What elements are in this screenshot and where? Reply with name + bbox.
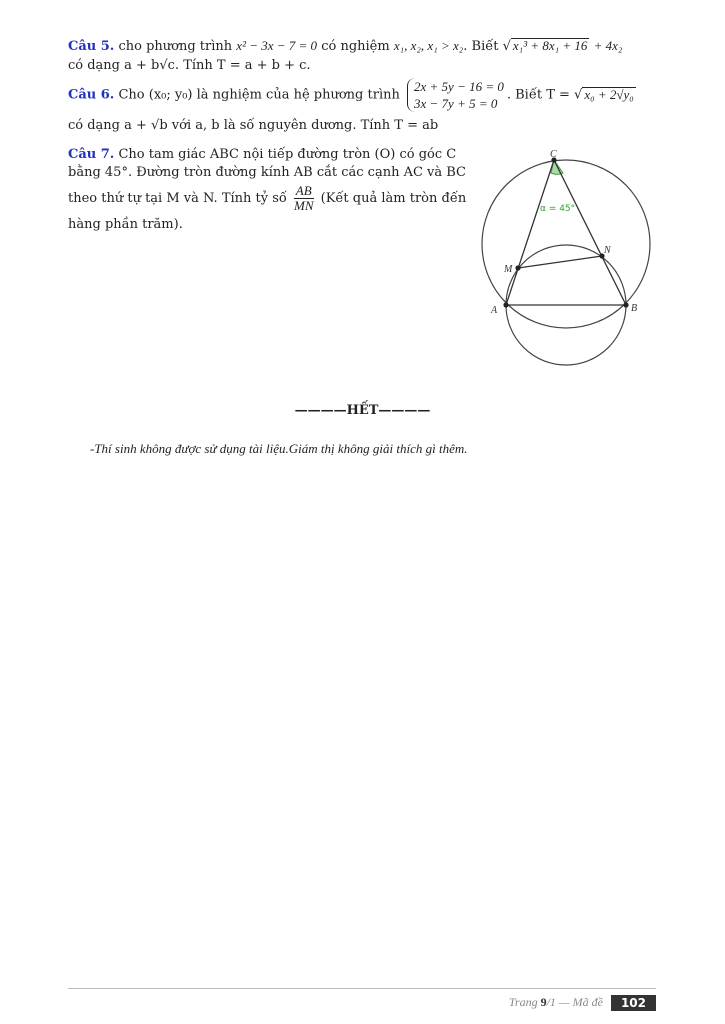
q6-radicand: x₀ + 2√y₀ xyxy=(584,86,634,102)
q7-fraction-numerator: AB xyxy=(295,183,312,198)
label-c: C xyxy=(550,149,557,160)
q5-text-a: cho phương trình xyxy=(118,39,233,54)
label-b: B xyxy=(631,303,638,314)
footer-page-number: 9 xyxy=(540,995,547,1009)
point-m xyxy=(515,265,520,270)
end-marker: ————HẾT———— xyxy=(294,403,431,418)
question-6-line-1: Câu 6. Cho (x₀; y₀) là nghiệm của hệ phương trình 2x + 5y − 16 = 0 3x − 7y + 5 = 0 . Biết T = √ x₀ + 2√y₀ xyxy=(68,79,634,111)
label-n: N xyxy=(604,245,611,256)
q6-text-a: Cho (x₀; y₀) là nghiệm của hệ phương trình xyxy=(118,87,400,103)
footer-page-word: Trang xyxy=(508,995,538,1009)
question-6-label: Câu 6. xyxy=(68,87,115,103)
triangle-abc xyxy=(506,160,626,305)
label-a: A xyxy=(491,305,498,316)
question-7-line-2: bằng 45°. Đường tròn đường kính AB cắt các cạnh AC và BC xyxy=(68,165,467,180)
q7-text-1: Cho tam giác ABC nội tiếp đường tròn (O) có góc C xyxy=(118,147,457,162)
q7-fraction xyxy=(294,184,314,213)
question-7-line-4: hàng phần trăm). xyxy=(68,217,183,232)
segment-mn xyxy=(518,256,602,268)
q5-tail: + 4x₂ xyxy=(593,38,623,53)
page-footer xyxy=(470,994,656,1011)
q5-equation: x² − 3x − 7 = 0 xyxy=(236,38,318,53)
question-7-line-1 xyxy=(68,146,468,164)
q7-text-3b: (Kết quả làm tròn đến xyxy=(320,191,467,206)
angle-label: α = 45° xyxy=(540,204,576,214)
question-5-line-1: Câu 5. cho phương trình x² − 3x − 7 = 0 có nghiệm x₁, x₂, x₁ > x₂. Biết √ x₁³ + 8x₁ + 16 + 4x₂ xyxy=(68,38,623,54)
q5-roots: x₁, x₂, x₁ > x₂ xyxy=(393,38,464,53)
q6-text-b: . Biết T = xyxy=(506,87,570,103)
question-7 xyxy=(68,146,468,234)
footer-exam-code: 102 xyxy=(611,995,656,1011)
question-7-line-3 xyxy=(68,182,468,216)
q5-radicand: x₁³ + 8x₁ + 16 xyxy=(512,38,588,53)
point-b xyxy=(623,302,628,307)
q5-text-b: có nghiệm xyxy=(321,39,390,54)
q6-system-eq-2: 3x − 7y + 5 = 0 xyxy=(414,96,498,111)
q6-system-eq-1: 2x + 5y − 16 = 0 xyxy=(414,79,504,94)
geometry-figure xyxy=(478,145,658,370)
q6-system xyxy=(407,78,504,112)
q7-text-3a: theo thứ tự tại M và N. Tính tỷ số xyxy=(68,191,287,206)
question-7-label: Câu 7. xyxy=(68,147,115,162)
point-a xyxy=(503,302,508,307)
footer-rule xyxy=(68,988,656,989)
exam-note: -Thí sinh không được sử dụng tài liệu.Giám thị không giải thích gì thêm. xyxy=(90,441,468,456)
label-m: M xyxy=(504,264,513,275)
footer-code-word: Mã đề xyxy=(572,995,603,1009)
q7-fraction-denominator: MN xyxy=(294,198,314,213)
question-5-label: Câu 5. xyxy=(68,39,115,54)
question-5-line-2: có dạng a + b√c. Tính T = a + b + c. xyxy=(68,58,311,73)
footer-page-total: /1 — xyxy=(546,995,570,1009)
q5-text-c: Biết xyxy=(471,39,499,54)
question-6-line-2: có dạng a + √b với a, b là số nguyên dương. Tính T = ab xyxy=(68,118,439,133)
